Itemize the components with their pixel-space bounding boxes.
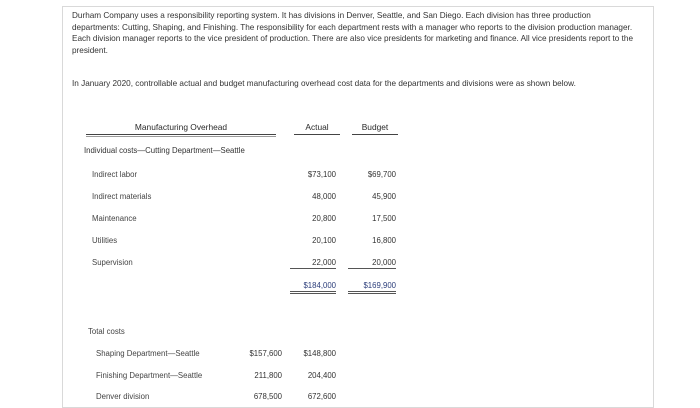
data-description-paragraph: In January 2020, controllable actual and budget manufacturing overhead cost data for the departments and divisions were as shown below.	[72, 79, 576, 88]
header-manufacturing-overhead: Manufacturing Overhead	[86, 122, 276, 135]
row-budget: 20,000	[348, 258, 396, 269]
row-label: Maintenance	[92, 214, 137, 223]
row-label: Utilities	[92, 236, 118, 245]
total-row-budget: $148,800	[303, 349, 336, 358]
section-total-costs: Total costs	[88, 327, 125, 336]
header-actual: Actual	[294, 122, 340, 135]
total-row-label: Finishing Department—Seattle	[96, 371, 203, 380]
section-individual-costs: Individual costs—Cutting Department—Seattle	[84, 146, 245, 155]
total-row-label: Shaping Department—Seattle	[96, 349, 200, 358]
row-label: Indirect materials	[92, 192, 152, 201]
document-frame	[62, 6, 654, 408]
total-budget: $169,900	[348, 281, 396, 294]
total-actual: $184,000	[290, 281, 336, 294]
row-label: Supervision	[92, 258, 133, 267]
row-actual: 48,000	[312, 192, 336, 201]
header-divider	[86, 136, 276, 137]
row-actual: $73,100	[307, 170, 336, 179]
row-budget: 17,500	[372, 214, 396, 223]
row-budget: $69,700	[367, 170, 396, 179]
header-budget: Budget	[352, 122, 398, 135]
row-label: Indirect labor	[92, 170, 138, 179]
total-row-label: Denver division	[96, 392, 150, 401]
row-actual: 22,000	[290, 258, 336, 269]
total-row-budget: 204,400	[307, 371, 336, 380]
total-row-actual: $157,600	[249, 349, 282, 358]
total-row-actual: 678,500	[253, 392, 282, 401]
total-row-budget: 672,600	[307, 392, 336, 401]
row-actual: 20,800	[312, 214, 336, 223]
row-actual: 20,100	[312, 236, 336, 245]
row-budget: 16,800	[372, 236, 396, 245]
intro-paragraph: Durham Company uses a responsibility reporting system. It has divisions in Denver, Seattle, and San Diego. Each division has three production departments: Cutting, Shaping, and Finishing. The responsibility for each department rests with a manager who reports to the division production manager. Each division manager reports to the vice president of production. There are also vice presidents for marketing and finance. All vice presidents report to the president.	[72, 11, 633, 55]
row-budget: 45,900	[372, 192, 396, 201]
total-row-actual: 211,800	[254, 371, 282, 380]
